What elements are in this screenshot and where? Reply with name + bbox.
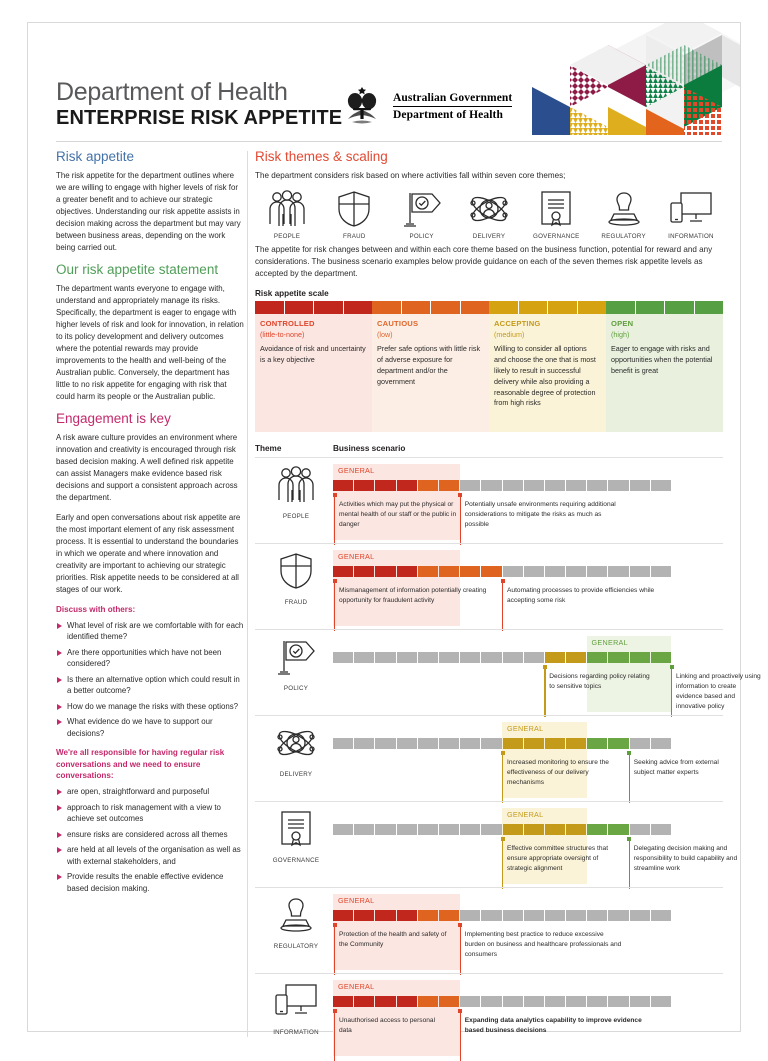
marker-dot — [333, 1009, 337, 1013]
scale-column-open — [606, 301, 723, 432]
table-row — [255, 543, 723, 629]
scale-name: ACCEPTING — [494, 319, 541, 329]
risk-appetite-body: The risk appetite for the department outlines where we are willing to engage with higher levels of risk for a greater benefit and to achieve our strategic objectives. Understanding our risk appetite assists in decision making across the department but may vary between business areas, depending on the work being carried out. — [56, 170, 241, 252]
left-column — [56, 149, 244, 902]
engagement-paragraph-1: A risk aware culture provides an environment where innovation and creativity is encouraged through risk based decision making. A well defined risk appetite can assist Managers make evidence based risk decisions and support a consistent approach across the department. — [56, 432, 238, 502]
responsibility-list-item: are open, straightforward and purposeful — [56, 786, 244, 797]
page-title: ENTERPRISE RISK APPETITE — [56, 107, 343, 130]
row-theme-people — [259, 466, 333, 520]
table-row — [255, 887, 723, 973]
row-theme-label: GOVERNANCE — [272, 857, 320, 865]
theme-policy — [394, 190, 450, 240]
theme-label: FRAUD — [343, 233, 366, 241]
row-scenario — [333, 464, 723, 543]
scale-description: Prefer safe options with little risk of adverse exposure for department and/or the government — [377, 344, 481, 386]
poster-title-block — [56, 79, 342, 130]
responsibility-list — [56, 786, 244, 894]
responsibility-list-item: are held at all levels of the organisation as well as with external stakeholders, and — [56, 844, 244, 866]
scale-description: Avoidance of risk and uncertainty is a key objective — [260, 344, 366, 365]
theme-icon-row — [255, 190, 723, 240]
scale-description: Willing to consider all options and choose the one that is most likely to result in successful delivery while also providing a reasonable degree of protection from high risks — [494, 344, 596, 408]
discuss-list-item: Is there an alternative option which could result in a better outcome? — [56, 674, 244, 696]
row-theme-information — [259, 982, 333, 1036]
monitor-device-icon — [663, 190, 719, 228]
stamp-icon — [596, 190, 652, 228]
people-icon — [259, 190, 315, 228]
scale-name: CONTROLLED — [260, 319, 315, 329]
appetite-gradient-bar — [333, 566, 671, 577]
people-icon — [274, 491, 318, 508]
general-band-label: GENERAL — [338, 466, 375, 476]
table-row — [255, 801, 738, 887]
marker-dot — [333, 923, 337, 927]
responsibility-heading: We're all responsible for having regular risk conversations and we need to ensure conversations: — [56, 747, 225, 781]
theme-delivery — [461, 190, 517, 240]
marker-dot — [333, 493, 337, 497]
scenario-annotation: Effective committee structures that ensure appropriate oversight of strategic alignment — [507, 845, 609, 873]
marker-dot — [501, 579, 505, 583]
scenario-annotation: Activities which may put the physical or mental health of our staff or the public in danger — [339, 501, 457, 529]
table-row — [255, 715, 723, 801]
general-band-label: GENERAL — [338, 982, 375, 992]
scenario-annotation: Potentially unsafe environments requiring additional considerations to mitigate the risks as much as possible — [464, 501, 616, 529]
risk-appetite-statement-body: The department wants everyone to engage with, understand and appropriately manage its risks. Specifically, the department is eager to engage with higher levels of risk and look for innovation, in relation to its policy development and delivery outcomes where the potential rewards may provide improvements to the health and well-being of the Australian public. Conversely, the department has little to no risk appetite for engaging with risk that could harm its people or the Australian public. — [56, 283, 244, 401]
discuss-heading: Discuss with others: — [56, 605, 136, 615]
government-branding — [338, 85, 512, 127]
general-band-label: GENERAL — [338, 896, 375, 906]
row-theme-label: DELIVERY — [279, 771, 313, 779]
row-scenario — [333, 636, 761, 715]
monitor-device-icon — [274, 1007, 318, 1024]
decorative-isometric-cubes — [488, 23, 740, 141]
scale-level: (low) — [377, 330, 393, 340]
row-scenario — [333, 550, 723, 629]
risk-themes-paragraph: The appetite for risk changes between and within each core theme based on the business function, potential for reward and any considerations. The business scenario examples below provide guidance on each of the seven themes risk appetite levels as accepted by the department. — [255, 245, 713, 279]
section-heading-statement: Our risk appetite statement — [56, 261, 219, 277]
responsibility-list-item: approach to risk management with a view to achieve set outcomes — [56, 802, 244, 824]
theme-regulatory — [596, 190, 652, 240]
scenario-table-body — [255, 457, 761, 1059]
scale-column-accepting — [489, 301, 606, 432]
scenario-annotation: Expanding data analytics capability to improve evidence based business decisions — [464, 1017, 642, 1035]
marker-line — [334, 923, 335, 975]
scenario-annotation: Delegating decision making and responsibility to build capability and streamline work — [633, 845, 738, 873]
scale-description: Eager to engage with risks and opportunities when the potential benefit is great — [611, 344, 713, 376]
marker-line — [460, 1009, 461, 1061]
marker-dot — [333, 579, 337, 583]
marker-dot — [458, 493, 462, 497]
scale-column-cautious — [372, 301, 489, 432]
row-theme-label: POLICY — [283, 685, 309, 693]
table-row — [255, 973, 723, 1059]
theme-people — [259, 190, 315, 240]
scale-name: OPEN — [611, 319, 634, 329]
theme-label: PEOPLE — [273, 233, 301, 241]
general-band-label: GENERAL — [591, 638, 628, 648]
scenario-annotation: Mismanagement of information potentially creating opportunity for fraudulent activity — [339, 587, 487, 605]
header-divider — [56, 141, 722, 142]
marker-line — [544, 665, 545, 717]
marker-dot — [501, 837, 505, 841]
theme-label: POLICY — [409, 233, 434, 241]
scenario-annotation: Increased monitoring to ensure the effectiveness of our delivery mechanisms — [507, 759, 609, 787]
shield-icon — [326, 190, 382, 228]
section-heading-risk-themes: Risk themes & scaling — [255, 149, 388, 164]
marker-dot — [627, 751, 631, 755]
scenario-annotation: Decisions regarding policy relating to sensitive topics — [549, 673, 650, 691]
theme-label: REGULATORY — [601, 233, 646, 241]
scenario-annotation: Linking and proactively using information to create evidence based and innovative policy — [676, 673, 761, 711]
marker-line — [629, 837, 630, 889]
scale-band — [255, 301, 372, 314]
table-row — [255, 457, 723, 543]
discuss-list-item: Are there opportunities which have not been considered? — [56, 647, 244, 669]
scale-level: (high) — [611, 330, 630, 340]
government-line-2: Department of Health — [393, 108, 503, 121]
scenario-annotation: Automating processes to provide efficiencies while accepting some risk — [507, 587, 655, 605]
discuss-list — [56, 620, 244, 739]
table-row — [255, 629, 761, 715]
row-theme-label: INFORMATION — [273, 1029, 319, 1037]
row-theme-delivery — [259, 724, 333, 778]
row-theme-label: PEOPLE — [282, 513, 310, 521]
scenario-annotation: Unauthorised access to personal data — [339, 1017, 436, 1035]
atom-person-icon — [461, 190, 517, 228]
marker-line — [502, 751, 503, 803]
theme-label: DELIVERY — [472, 233, 506, 241]
row-theme-policy — [259, 638, 333, 692]
scale-band — [372, 301, 489, 314]
theme-label: INFORMATION — [668, 233, 714, 241]
theme-governance — [528, 190, 584, 240]
responsibility-list-item: ensure risks are considered across all themes — [56, 829, 244, 840]
marker-line — [334, 1009, 335, 1061]
theme-fraud — [326, 190, 382, 240]
marker-dot — [458, 923, 462, 927]
crest-divider — [393, 106, 512, 107]
flag-check-icon — [274, 663, 318, 680]
scenario-annotation: Protection of the health and safety of the Community — [339, 931, 447, 949]
risk-themes-intro: The department considers risk based on where activities fall within seven core themes; — [255, 170, 566, 180]
marker-dot — [543, 665, 547, 669]
marker-line — [502, 579, 503, 631]
poster-header — [28, 23, 740, 141]
marker-dot — [627, 837, 631, 841]
marker-line — [334, 493, 335, 545]
scenario-table-header — [255, 444, 723, 453]
appetite-gradient-bar — [333, 480, 671, 491]
section-heading-engagement: Engagement is key — [56, 411, 171, 427]
scenario-annotation: Seeking advice from external subject matter experts — [633, 759, 719, 777]
scale-band — [489, 301, 606, 314]
certificate-icon — [528, 190, 584, 228]
scale-band — [606, 301, 723, 314]
row-theme-governance — [259, 810, 333, 864]
australian-coat-of-arms-icon — [338, 85, 386, 127]
department-name: Department of Health — [56, 78, 288, 106]
marker-line — [671, 665, 672, 717]
scale-name: CAUTIOUS — [377, 319, 419, 329]
appetite-gradient-bar — [333, 996, 671, 1007]
certificate-icon — [279, 835, 313, 852]
marker-line — [502, 837, 503, 889]
discuss-list-item: What level of risk are we comfortable with for each identified theme? — [56, 620, 244, 642]
scenario-annotation: Implementing best practice to reduce excessive burden on business and healthcare professionals and consumers — [464, 931, 622, 959]
marker-line — [334, 579, 335, 631]
row-scenario — [333, 722, 723, 801]
theme-label: GOVERNANCE — [533, 233, 580, 241]
risk-appetite-scale-title: Risk appetite scale — [255, 289, 329, 299]
marker-dot — [670, 665, 674, 669]
row-scenario — [333, 980, 723, 1059]
marker-line — [460, 493, 461, 545]
row-scenario — [333, 894, 723, 973]
row-theme-fraud — [259, 552, 333, 606]
flag-check-icon — [394, 190, 450, 228]
atom-person-icon — [274, 749, 318, 766]
marker-line — [629, 751, 630, 803]
column-header-business-scenario: Business scenario — [333, 444, 406, 454]
discuss-list-item: How do we manage the risks with these options? — [56, 701, 244, 712]
discuss-list-item: What evidence do we have to support our decisions? — [56, 716, 244, 738]
marker-line — [460, 923, 461, 975]
appetite-gradient-bar — [333, 652, 671, 663]
scale-level: (little-to-none) — [260, 330, 305, 340]
theme-information — [663, 190, 719, 240]
stamp-icon — [277, 921, 315, 938]
appetite-gradient-bar — [333, 910, 671, 921]
appetite-gradient-bar — [333, 738, 671, 749]
engagement-paragraph-2: Early and open conversations about risk appetite are the most important element of any risk assessment process. It is essential to understand the boundaries in which we operate and where innovation and creativity are important to achieving our strategic priorities. Risk appetite needs to be considered at all stages of our work. — [56, 512, 241, 595]
marker-dot — [501, 751, 505, 755]
marker-dot — [458, 1009, 462, 1013]
shield-icon — [278, 577, 314, 594]
scale-column-controlled — [255, 301, 372, 432]
row-theme-label: REGULATORY — [273, 943, 319, 951]
right-column — [255, 149, 761, 1059]
row-theme-regulatory — [259, 896, 333, 950]
general-band-label: GENERAL — [507, 724, 544, 734]
row-scenario — [333, 808, 738, 887]
risk-appetite-scale — [255, 301, 723, 432]
column-header-theme: Theme — [255, 444, 282, 454]
poster — [27, 22, 761, 1037]
responsibility-list-item: Provide results the enable effective evidence based decision making. — [56, 871, 244, 893]
scale-level: (medium) — [494, 330, 525, 340]
section-heading-risk-appetite: Risk appetite — [56, 149, 135, 164]
general-band-label: GENERAL — [507, 810, 544, 820]
general-band-label: GENERAL — [338, 552, 375, 562]
column-divider — [247, 151, 248, 1037]
government-line-1: Australian Government — [393, 91, 513, 104]
appetite-gradient-bar — [333, 824, 671, 835]
row-theme-label: FRAUD — [284, 599, 308, 607]
